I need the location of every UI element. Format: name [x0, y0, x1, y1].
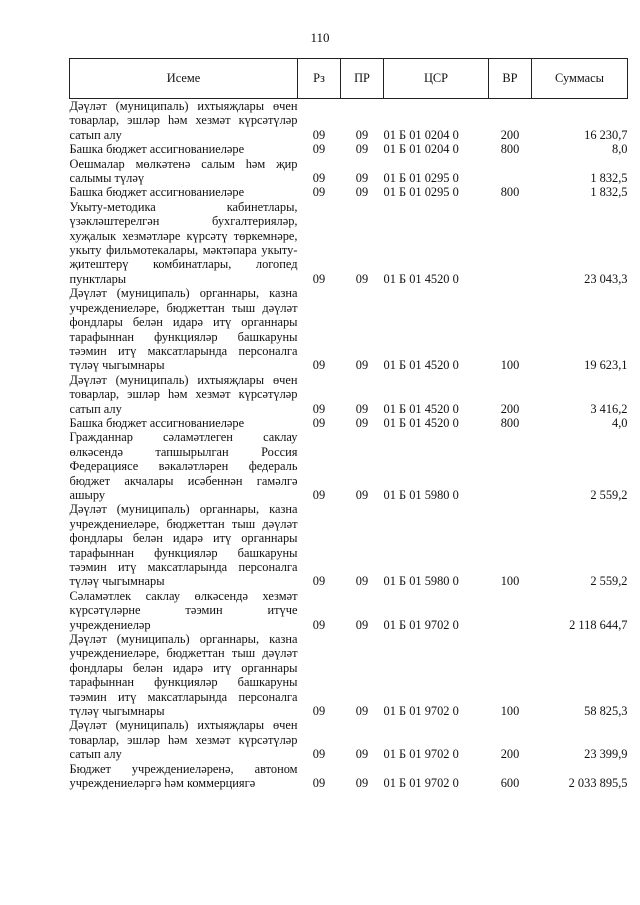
table-row [70, 762, 628, 791]
row-name: Дәүләт (муниципаль) ихтыяҗлары өчен товарлар, эшләр һәм хезмәт күрсәтүләр сатып алу [69, 99, 298, 142]
row-sum: 8,0 [612, 142, 628, 157]
row-pr: 09 [355, 271, 369, 286]
row-rz: 09 [312, 617, 326, 632]
row-vr [489, 157, 532, 186]
row-rz: 09 [312, 142, 326, 157]
table-header-row [70, 59, 628, 99]
row-name: Дәүләт (муниципаль) органнары, казна учреждениеләре, бюджеттан тыш дәүләт фондлары белән идарә итү органнары тарафыннан функцияләр башкаруны тәэмин итү максатларында персоналга түләү чыгымнары [69, 286, 298, 373]
row-vr: 800 [500, 415, 520, 430]
row-csr: 01 Б 01 5980 0 [383, 487, 459, 502]
row-csr: 01 Б 01 4520 0 [383, 358, 459, 373]
header-name: Исеме [70, 59, 298, 99]
row-csr: 01 Б 01 5980 0 [383, 574, 459, 589]
table-row [70, 502, 628, 588]
row-sum: 23 399,9 [584, 747, 628, 762]
row-rz: 09 [312, 185, 326, 200]
row-vr: 100 [500, 574, 520, 589]
table-row [70, 157, 628, 186]
row-name: Укыту-методика кабинетлары, үзәкләштерелгән бухгалтерияләр, хуҗалык хезмәтләре күрсәтү төркемнәре, укыту фильмотекалары, мәктәпара укыту-җитештерү комбинатлары, логопед пунктлары [69, 199, 298, 286]
row-csr: 01 Б 01 0204 0 [383, 127, 459, 142]
row-rz: 09 [312, 776, 326, 791]
row-pr: 09 [355, 358, 369, 373]
row-name: Дәүләт (муниципаль) ихтыяҗлары өчен товарлар, эшләр һәм хезмәт күрсәтүләр сатып алу [69, 372, 298, 416]
row-pr: 09 [355, 487, 369, 502]
row-vr: 800 [500, 185, 520, 200]
row-csr: 01 Б 01 9702 0 [383, 776, 459, 791]
row-pr: 09 [355, 776, 369, 791]
row-vr: 100 [500, 704, 520, 719]
row-name: Оешмалар мөлкәтенә салым һәм җир салымы түләү [69, 156, 298, 186]
row-sum: 16 230,7 [584, 127, 628, 142]
table-row [70, 185, 628, 199]
row-csr: 01 Б 01 0204 0 [383, 142, 459, 157]
row-csr: 01 Б 01 0295 0 [383, 185, 459, 200]
row-vr: 200 [500, 401, 520, 416]
row-pr: 09 [355, 617, 369, 632]
header-sum: Суммасы [532, 59, 628, 99]
table-row [70, 373, 628, 416]
row-vr [489, 200, 532, 286]
row-name: Дәүләт (муниципаль) ихтыяҗлары өчен товарлар, эшләр һәм хезмәт күрсәтүләр сатып алу [69, 718, 298, 762]
row-rz: 09 [312, 171, 326, 186]
table-row [70, 200, 628, 286]
header-vr: ВР [489, 59, 532, 99]
table-row [70, 430, 628, 502]
row-sum: 58 825,3 [584, 704, 628, 719]
row-vr [489, 430, 532, 502]
row-sum: 23 043,3 [584, 271, 628, 286]
row-pr: 09 [355, 574, 369, 589]
page-number: 110 [310, 30, 330, 45]
row-pr: 09 [355, 401, 369, 416]
row-name: Сәламәтлек саклау өлкәсендә хезмәт күрсәтүләрне тәэмин итүче учреждениеләр [69, 588, 298, 632]
row-pr: 09 [355, 747, 369, 762]
row-pr: 09 [355, 704, 369, 719]
row-sum: 1 832,5 [590, 185, 628, 200]
row-csr: 01 Б 01 4520 0 [383, 401, 459, 416]
row-name: Бюджет учреждениеләренә, автоном учреждениеләргә һәм коммерциягә [69, 761, 298, 791]
row-csr: 01 Б 01 9702 0 [383, 617, 459, 632]
row-sum: 1 832,5 [590, 171, 628, 186]
row-rz: 09 [312, 704, 326, 719]
row-name: Башка бюджет ассигнованиеләре [69, 415, 245, 430]
row-name: Башка бюджет ассигнованиеләре [69, 185, 245, 200]
row-vr: 200 [500, 747, 520, 762]
row-sum: 19 623,1 [584, 358, 628, 373]
row-sum: 2 033 895,5 [568, 776, 628, 791]
table-row [70, 99, 628, 143]
table-row [70, 589, 628, 632]
row-vr: 100 [500, 358, 520, 373]
header-rz: Рз [298, 59, 341, 99]
row-name: Дәүләт (муниципаль) органнары, казна учреждениеләре, бюджеттан тыш дәүләт фондлары белән идарә итү органнары тарафыннан функцияләр башкаруны тәэмин итү максатларында персоналга түләү чыгымнары [69, 502, 298, 589]
budget-table [69, 58, 628, 791]
table-row [70, 142, 628, 156]
row-rz: 09 [312, 415, 326, 430]
row-rz: 09 [312, 271, 326, 286]
row-rz: 09 [312, 401, 326, 416]
header-csr: ЦСР [384, 59, 489, 99]
row-rz: 09 [312, 358, 326, 373]
row-rz: 09 [312, 127, 326, 142]
row-rz: 09 [312, 574, 326, 589]
row-vr: 600 [500, 776, 520, 791]
header-pr: ПР [341, 59, 384, 99]
row-sum: 2 559,2 [590, 487, 628, 502]
table-row [70, 718, 628, 761]
row-csr: 01 Б 01 9702 0 [383, 704, 459, 719]
row-rz: 09 [312, 487, 326, 502]
row-vr: 800 [500, 142, 520, 157]
row-pr: 09 [355, 415, 369, 430]
row-name: Дәүләт (муниципаль) органнары, казна учреждениеләре, бюджеттан тыш дәүләт фондлары белән идарә итү органнары тарафыннан функцияләр башкаруны тәэмин итү максатларында персоналга түләү чыгымнары [69, 632, 298, 719]
row-pr: 09 [355, 127, 369, 142]
table-row [70, 632, 628, 718]
row-csr: 01 Б 01 4520 0 [383, 415, 459, 430]
row-name: Башка бюджет ассигнованиеләре [69, 142, 245, 157]
row-csr: 01 Б 01 4520 0 [383, 271, 459, 286]
row-vr [489, 589, 532, 632]
row-sum: 4,0 [612, 415, 628, 430]
row-sum: 2 118 644,7 [569, 617, 628, 632]
row-sum: 2 559,2 [590, 574, 628, 589]
row-rz: 09 [312, 747, 326, 762]
row-sum: 3 416,2 [590, 401, 628, 416]
table-row [70, 416, 628, 430]
row-csr: 01 Б 01 9702 0 [383, 747, 459, 762]
row-pr: 09 [355, 185, 369, 200]
row-vr: 200 [500, 127, 520, 142]
row-name: Гражданнар сәламәтлеген саклау өлкәсендә тапшырылган Россия Федерациясе вәкаләтләрен федераль бюджет акчалары исәбеннән гамәлгә ашыру [69, 430, 298, 502]
table-row [70, 286, 628, 372]
row-csr: 01 Б 01 0295 0 [383, 171, 459, 186]
row-pr: 09 [355, 142, 369, 157]
row-pr: 09 [355, 171, 369, 186]
